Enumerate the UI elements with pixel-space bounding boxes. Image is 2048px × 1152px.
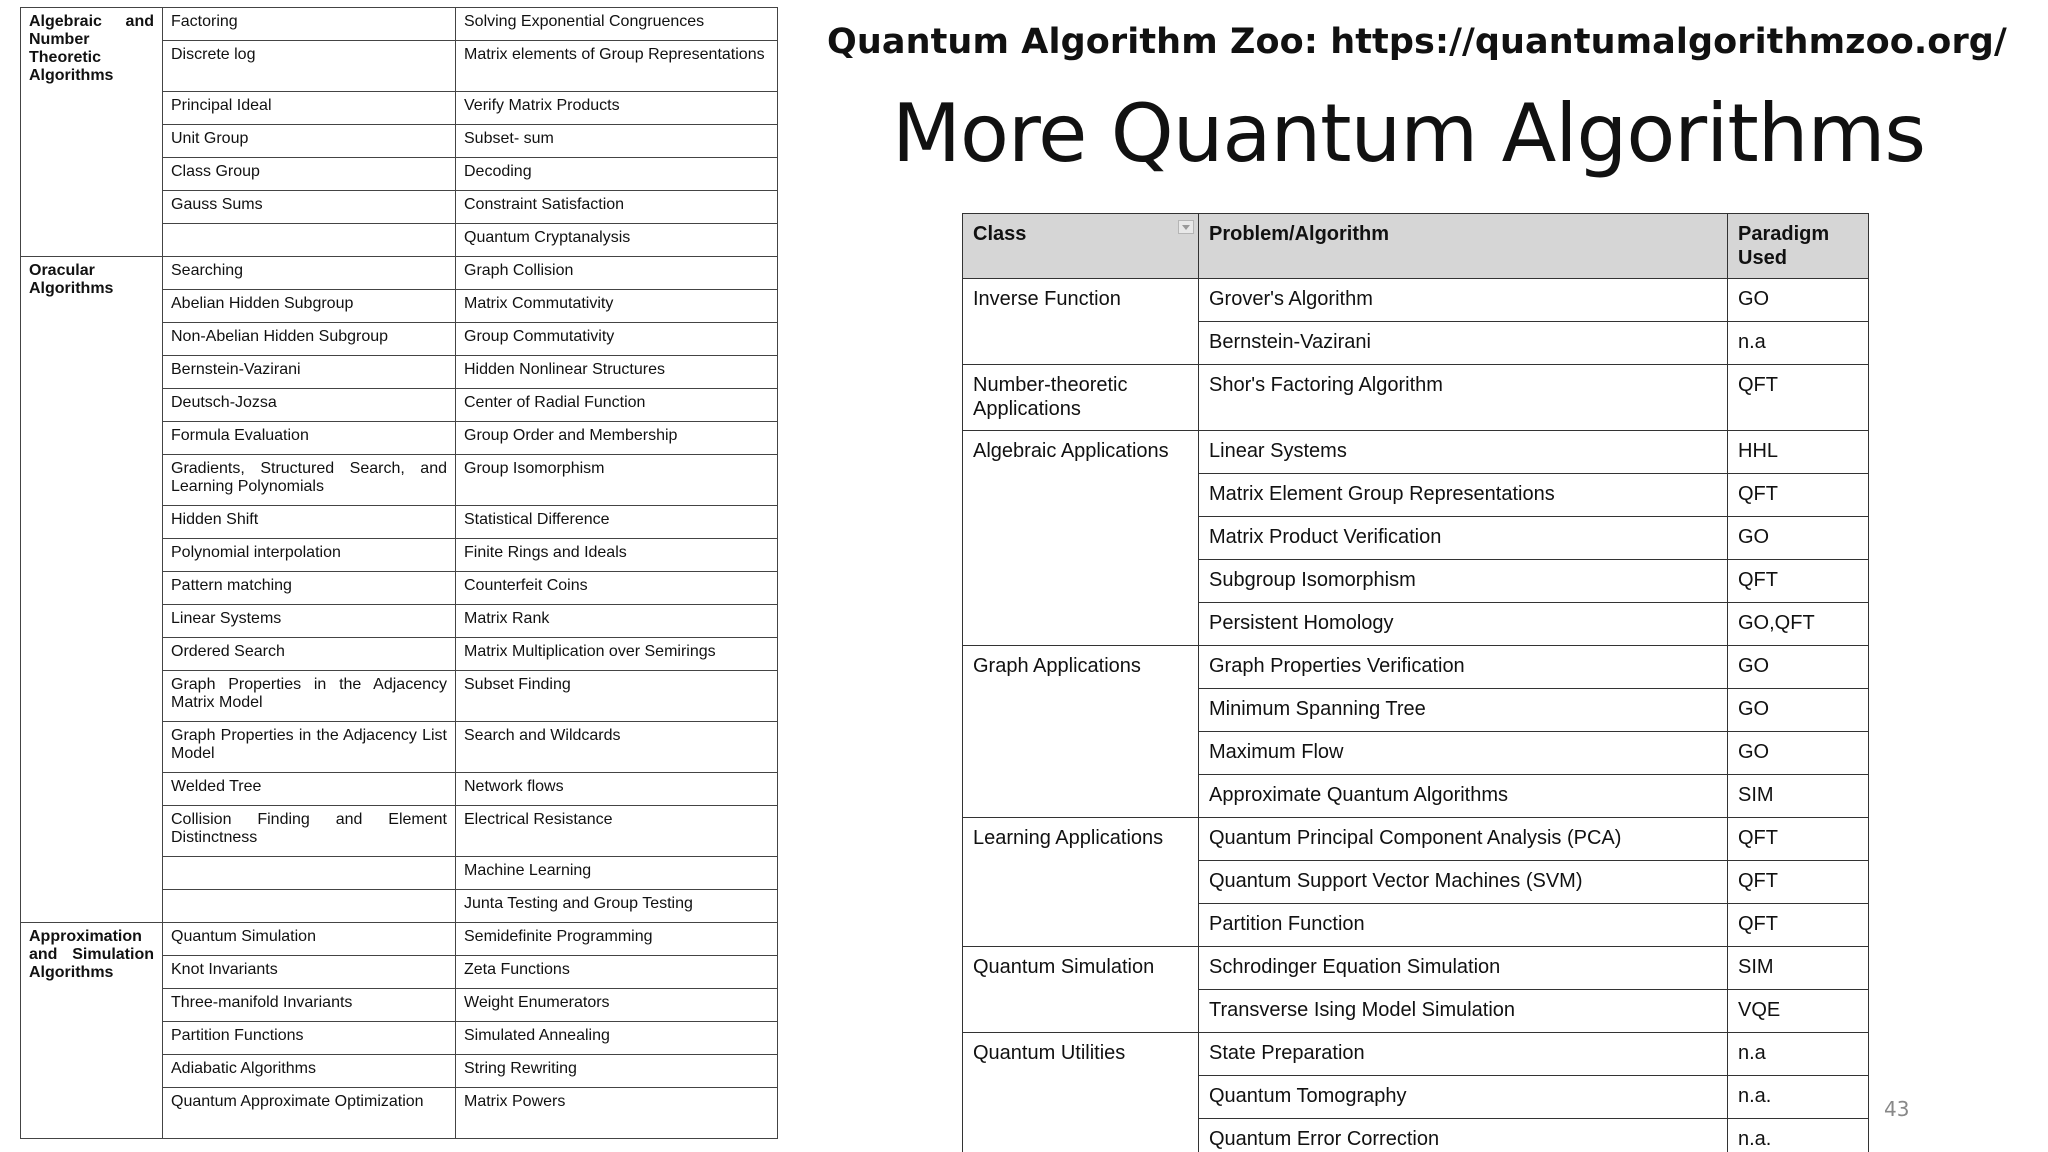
algorithm-cell: Three-manifold Invariants: [163, 989, 456, 1022]
class-cell: Number-theoretic Applications: [963, 365, 1199, 431]
algorithm-cell: Welded Tree: [163, 773, 456, 806]
problem-cell: Linear Systems: [1199, 431, 1728, 474]
algorithm-cell: Adiabatic Algorithms: [163, 1055, 456, 1088]
algorithm-cell: Machine Learning: [456, 857, 778, 890]
paradigm-cell: QFT: [1728, 904, 1869, 947]
problem-cell: Bernstein-Vazirani: [1199, 322, 1728, 365]
paradigm-cell: GO: [1728, 689, 1869, 732]
zoo-header: Quantum Algorithm Zoo: https://quantumalgorithmzoo.org/: [827, 22, 2007, 62]
problem-cell: Grover's Algorithm: [1199, 279, 1728, 322]
algorithm-cell: Principal Ideal: [163, 92, 456, 125]
paradigm-cell: n.a: [1728, 322, 1869, 365]
table-row: [963, 818, 1869, 861]
paradigm-cell: QFT: [1728, 365, 1869, 431]
paradigm-cell: GO: [1728, 517, 1869, 560]
problem-cell: Partition Function: [1199, 904, 1728, 947]
algorithm-cell: Network flows: [456, 773, 778, 806]
algorithm-cell: Solving Exponential Congruences: [456, 8, 778, 41]
algorithm-cell: Matrix Rank: [456, 605, 778, 638]
problem-cell: Approximate Quantum Algorithms: [1199, 775, 1728, 818]
algorithm-cell: Searching: [163, 257, 456, 290]
paradigm-cell: QFT: [1728, 560, 1869, 603]
algorithm-cell: Matrix Commutativity: [456, 290, 778, 323]
algorithm-cell: Group Order and Membership: [456, 422, 778, 455]
algorithm-cell: Unit Group: [163, 125, 456, 158]
class-cell: Quantum Simulation: [963, 947, 1199, 1033]
paradigm-cell: QFT: [1728, 861, 1869, 904]
algorithm-cell: Partition Functions: [163, 1022, 456, 1055]
algorithm-cell: Ordered Search: [163, 638, 456, 671]
algorithm-cell: Matrix elements of Group Representations: [456, 41, 778, 92]
problem-cell: Persistent Homology: [1199, 603, 1728, 646]
paradigm-cell: HHL: [1728, 431, 1869, 474]
paradigm-table: [962, 213, 1869, 1152]
algorithm-cell: Factoring: [163, 8, 456, 41]
algorithm-cell: Search and Wildcards: [456, 722, 778, 773]
algorithm-zoo-table-body: [21, 8, 778, 1139]
algorithm-cell: Group Isomorphism: [456, 455, 778, 506]
algorithm-cell: Graph Properties in the Adjacency List Model: [163, 722, 456, 773]
algorithm-cell: Matrix Powers: [456, 1088, 778, 1139]
paradigm-cell: SIM: [1728, 947, 1869, 990]
algorithm-cell: Hidden Nonlinear Structures: [456, 356, 778, 389]
algorithm-cell: Gauss Sums: [163, 191, 456, 224]
algorithm-cell: Linear Systems: [163, 605, 456, 638]
header-problem: Problem/Algorithm: [1199, 214, 1728, 279]
category-cell: Oracular Algorithms: [21, 257, 163, 923]
problem-cell: Graph Properties Verification: [1199, 646, 1728, 689]
paradigm-cell: n.a.: [1728, 1076, 1869, 1119]
header-class-label: Class: [973, 223, 1027, 245]
algorithm-cell: Electrical Resistance: [456, 806, 778, 857]
header-class[interactable]: [963, 214, 1199, 279]
paradigm-cell: QFT: [1728, 818, 1869, 861]
problem-cell: Quantum Error Correction: [1199, 1119, 1728, 1152]
algorithm-cell: Matrix Multiplication over Semirings: [456, 638, 778, 671]
category-cell: Approximation and Simulation Algorithms: [21, 923, 163, 1139]
algorithm-cell: Quantum Simulation: [163, 923, 456, 956]
algorithm-cell: Formula Evaluation: [163, 422, 456, 455]
algorithm-cell: Subset- sum: [456, 125, 778, 158]
problem-cell: Matrix Element Group Representations: [1199, 474, 1728, 517]
problem-cell: Transverse Ising Model Simulation: [1199, 990, 1728, 1033]
algorithm-cell: Semidefinite Programming: [456, 923, 778, 956]
problem-cell: Shor's Factoring Algorithm: [1199, 365, 1728, 431]
algorithm-cell: Knot Invariants: [163, 956, 456, 989]
algorithm-cell: [163, 890, 456, 923]
algorithm-cell: [163, 224, 456, 257]
algorithm-cell: String Rewriting: [456, 1055, 778, 1088]
algorithm-cell: Polynomial interpolation: [163, 539, 456, 572]
table-row: [963, 1033, 1869, 1076]
slide-title: More Quantum Algorithms: [892, 87, 1926, 180]
paradigm-cell: GO: [1728, 646, 1869, 689]
paradigm-cell: GO: [1728, 732, 1869, 775]
problem-cell: State Preparation: [1199, 1033, 1728, 1076]
algorithm-cell: Decoding: [456, 158, 778, 191]
algorithm-cell: Graph Properties in the Adjacency Matrix Model: [163, 671, 456, 722]
class-cell: Algebraic Applications: [963, 431, 1199, 646]
class-cell: Inverse Function: [963, 279, 1199, 365]
class-cell: Graph Applications: [963, 646, 1199, 818]
problem-cell: Maximum Flow: [1199, 732, 1728, 775]
algorithm-cell: Zeta Functions: [456, 956, 778, 989]
category-cell: Algebraic and Number Theoretic Algorithms: [21, 8, 163, 257]
algorithm-cell: Abelian Hidden Subgroup: [163, 290, 456, 323]
paradigm-cell: QFT: [1728, 474, 1869, 517]
algorithm-cell: Pattern matching: [163, 572, 456, 605]
algorithm-cell: Subset Finding: [456, 671, 778, 722]
problem-cell: Schrodinger Equation Simulation: [1199, 947, 1728, 990]
algorithm-cell: Group Commutativity: [456, 323, 778, 356]
algorithm-cell: Discrete log: [163, 41, 456, 92]
algorithm-cell: Verify Matrix Products: [456, 92, 778, 125]
algorithm-cell: [163, 857, 456, 890]
algorithm-cell: Quantum Cryptanalysis: [456, 224, 778, 257]
algorithm-zoo-table: [20, 7, 778, 1139]
slide-number: 43: [1884, 1097, 1910, 1121]
algorithm-cell: Junta Testing and Group Testing: [456, 890, 778, 923]
problem-cell: Subgroup Isomorphism: [1199, 560, 1728, 603]
problem-cell: Quantum Principal Component Analysis (PCA): [1199, 818, 1728, 861]
algorithm-cell: Gradients, Structured Search, and Learning Polynomials: [163, 455, 456, 506]
class-cell: Quantum Utilities: [963, 1033, 1199, 1152]
algorithm-cell: Graph Collision: [456, 257, 778, 290]
algorithm-cell: Deutsch-Jozsa: [163, 389, 456, 422]
paradigm-cell: GO: [1728, 279, 1869, 322]
paradigm-cell: SIM: [1728, 775, 1869, 818]
paradigm-cell: n.a: [1728, 1033, 1869, 1076]
paradigm-cell: n.a.: [1728, 1119, 1869, 1152]
table-row: [963, 279, 1869, 322]
table-row: [963, 646, 1869, 689]
table-row: [963, 365, 1869, 431]
table-row: [963, 947, 1869, 990]
filter-dropdown-icon[interactable]: [1178, 220, 1194, 234]
algorithm-cell: Constraint Satisfaction: [456, 191, 778, 224]
problem-cell: Matrix Product Verification: [1199, 517, 1728, 560]
algorithm-cell: Bernstein-Vazirani: [163, 356, 456, 389]
paradigm-table-header-row: [963, 214, 1869, 279]
algorithm-cell: Center of Radial Function: [456, 389, 778, 422]
algorithm-cell: Collision Finding and Element Distinctness: [163, 806, 456, 857]
algorithm-cell: Finite Rings and Ideals: [456, 539, 778, 572]
algorithm-cell: Simulated Annealing: [456, 1022, 778, 1055]
paradigm-cell: VQE: [1728, 990, 1869, 1033]
algorithm-cell: Statistical Difference: [456, 506, 778, 539]
class-cell: Learning Applications: [963, 818, 1199, 947]
algorithm-cell: Counterfeit Coins: [456, 572, 778, 605]
algorithm-cell: Hidden Shift: [163, 506, 456, 539]
algorithm-cell: Weight Enumerators: [456, 989, 778, 1022]
problem-cell: Minimum Spanning Tree: [1199, 689, 1728, 732]
algorithm-cell: Class Group: [163, 158, 456, 191]
algorithm-cell: Quantum Approximate Optimization: [163, 1088, 456, 1139]
table-row: [963, 431, 1869, 474]
header-paradigm: Paradigm Used: [1728, 214, 1869, 279]
paradigm-cell: GO,QFT: [1728, 603, 1869, 646]
algorithm-cell: Non-Abelian Hidden Subgroup: [163, 323, 456, 356]
problem-cell: Quantum Tomography: [1199, 1076, 1728, 1119]
problem-cell: Quantum Support Vector Machines (SVM): [1199, 861, 1728, 904]
